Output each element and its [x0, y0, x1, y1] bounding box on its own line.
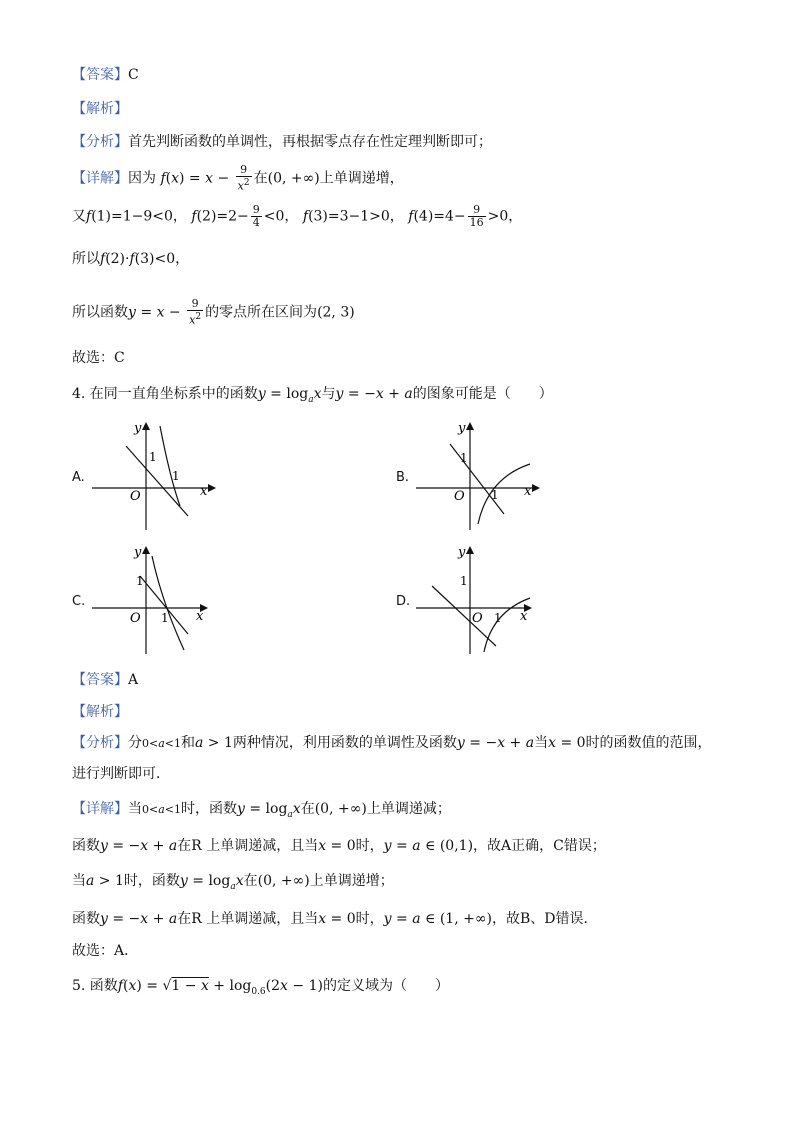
q3-detail-line-4: 所以函数y = x − $\frac{9}{x^2}$ 的零点所在区间为(2, 3)	[72, 297, 355, 327]
option-c-label: C.	[72, 594, 86, 609]
y-axis-arrow	[466, 546, 474, 554]
math-fraction: $\frac{9}{x^2}$	[237, 163, 250, 193]
stem-text: 的定义域为（ ）	[322, 978, 449, 994]
fenxi-text: 首先判断函数的单调性，再根据零点存在性定理判断即可；	[128, 134, 492, 150]
detail-text: 当	[128, 801, 142, 817]
math-formula: f	[160, 170, 166, 187]
fenxi-tag: 【分析】	[72, 134, 128, 150]
y-label: y	[458, 545, 466, 560]
origin-label: O	[130, 611, 141, 626]
q3-answer-line	[72, 66, 139, 84]
detail-text: 所以函数	[72, 304, 128, 321]
fenxi-text: 进行判断即可．	[72, 766, 170, 782]
answer-tag: 【答案】	[72, 672, 128, 688]
q3-choose-line	[72, 349, 125, 367]
tick-one-y: 1	[136, 574, 144, 588]
graph-option-a	[90, 418, 220, 533]
x-axis-arrow	[208, 484, 216, 492]
answer-value: C	[128, 67, 139, 83]
option-b-label: B.	[396, 470, 410, 485]
tick-one-x: 1	[494, 611, 502, 625]
fenxi-text: 和	[181, 735, 195, 751]
log-curve	[152, 556, 184, 650]
y-axis-arrow	[142, 546, 150, 554]
detail-text: 上单调递减；	[366, 801, 451, 817]
detail-text: 在	[253, 170, 268, 187]
q4-answer-line	[72, 671, 138, 689]
x-label: x	[200, 484, 208, 499]
q4-choose-line	[72, 942, 138, 960]
line-graph	[140, 576, 188, 634]
detail-text: 又	[72, 208, 86, 225]
detail-text: 在	[243, 873, 258, 889]
q4-fenxi-line-2	[72, 765, 170, 783]
math-fraction: $\frac{9}{x^2}$	[189, 297, 202, 327]
detail-tag: 【详解】	[72, 170, 128, 187]
detail-text: 上单调递增，	[319, 170, 404, 187]
detail-text: ，故B、D错误．	[491, 911, 598, 927]
choose-text: 故选：A．	[72, 943, 139, 959]
detail-text: 时，函数	[181, 801, 237, 817]
math-fraction: $\frac{9}{16}$	[469, 203, 484, 229]
line-graph	[432, 586, 496, 646]
tick-one-x: 1	[172, 469, 180, 483]
tick-one-x: 1	[491, 488, 499, 502]
detail-text: ，故A正确，C错误；	[473, 838, 606, 854]
log-curve	[478, 464, 530, 524]
graph-option-c	[90, 542, 220, 657]
q5-stem: 5. 函数$f(x) = √1 - x + \log_{0.6}(2x - 1)$的定义域为（ ）	[72, 978, 449, 997]
stem-text: 与	[321, 386, 336, 402]
tick-one-y: 1	[460, 451, 468, 465]
x-label: x	[524, 484, 532, 499]
log-curve	[160, 426, 180, 506]
y-label: y	[134, 421, 142, 436]
fenxi-text: 分	[128, 735, 142, 751]
q4-detail-line-3: 当a > 1时，函数$y = \log_ax$在(0, +∞)上单调递增；	[72, 873, 394, 892]
detail-text: 时，	[355, 911, 384, 927]
answer-value: A	[128, 672, 139, 688]
detail-text: 时，	[355, 838, 384, 854]
detail-text: 在R 上单调递减，且当	[177, 911, 319, 927]
log-curve	[484, 598, 530, 652]
math-fraction: $\frac{9}{4}$	[252, 203, 260, 229]
x-label: x	[196, 609, 204, 624]
analysis-tag: 【解析】	[72, 704, 128, 720]
q4-detail-line-2: 函数y = −x + a在R 上单调递减，且当x = 0时，y = a ∈ (0,1)，故A正确，C错误；	[72, 838, 606, 854]
fenxi-text: 时的函数值的范围，	[585, 735, 712, 751]
detail-tag: 【详解】	[72, 801, 128, 817]
graph-option-b	[414, 418, 544, 533]
y-axis-arrow	[466, 422, 474, 430]
detail-text: 所以	[72, 251, 100, 267]
detail-text: 因为	[128, 170, 156, 187]
stem-text: 5. 函数	[72, 978, 118, 994]
fenxi-tag: 【分析】	[72, 735, 128, 751]
y-label: y	[134, 545, 142, 560]
fenxi-text: 两种情况，利用函数的单调性及函数	[232, 735, 457, 751]
q3-detail-line-1: 【详解】因为 f(x) = x − $\frac{9}{x^2}$ 在(0, +∞)上单调递增，	[72, 163, 404, 193]
detail-text: 函数	[72, 911, 100, 927]
choose-text: 故选：C	[72, 350, 125, 366]
detail-text: 在R 上单调递减，且当	[177, 838, 319, 854]
origin-label: O	[454, 489, 465, 504]
q4-analysis-heading	[72, 703, 128, 721]
y-axis-arrow	[142, 422, 150, 430]
option-a-label: A.	[72, 470, 85, 485]
x-label: x	[520, 609, 528, 624]
graph-option-d	[414, 542, 544, 657]
detail-text: 在	[300, 801, 315, 817]
detail-text: 时，函数	[123, 873, 180, 889]
detail-text: 的零点所在区间为	[205, 304, 318, 321]
origin-label: O	[472, 611, 483, 626]
detail-text: 上单调递增；	[309, 873, 394, 889]
q4-fenxi-line-1: 【分析】分0<a<1和a > 1两种情况，利用函数的单调性及函数y = −x + a当x = 0时的函数值的范围，	[72, 735, 712, 751]
q3-detail-line-3: 所以f(2)·f(3)<0，	[72, 251, 190, 267]
q3-fenxi-line	[72, 133, 492, 151]
option-d-label: D.	[396, 594, 411, 609]
detail-text: 函数	[72, 838, 100, 854]
stem-text: 4. 在同一直角坐标系中的函数	[72, 386, 258, 402]
q4-detail-line-4: 函数y = −x + a在R 上单调递减，且当x = 0时，y = a ∈ (1, +∞)，故B、D错误．	[72, 911, 598, 927]
fenxi-text: 当	[534, 735, 549, 751]
q4-detail-line-1: 【详解】当0<a<1时，函数$y = \log_ax$在(0, +∞)上单调递减；	[72, 801, 451, 820]
tick-one-y: 1	[460, 574, 468, 588]
answer-tag: 【答案】	[72, 67, 128, 83]
detail-text: 当	[72, 873, 86, 889]
x-axis-arrow	[532, 484, 540, 492]
origin-label: O	[130, 489, 141, 504]
stem-text: 的图象可能是（ ）	[412, 386, 553, 402]
analysis-tag: 【解析】	[72, 101, 128, 117]
q4-stem: 4. 在同一直角坐标系中的函数$y = \log_ax$与y = −x + a的图象可能是（ ）	[72, 386, 553, 405]
y-label: y	[458, 421, 466, 436]
q3-analysis-heading	[72, 100, 128, 118]
q3-detail-line-2: 又f(1)=1−9<0， f(2)=2− $\frac{9}{4}$ <0， f(3)=3−1>0， f(4)=4− $\frac{9}{16}$ >0，	[72, 203, 523, 229]
tick-one-x: 1	[161, 611, 169, 625]
tick-one-y: 1	[149, 450, 157, 464]
